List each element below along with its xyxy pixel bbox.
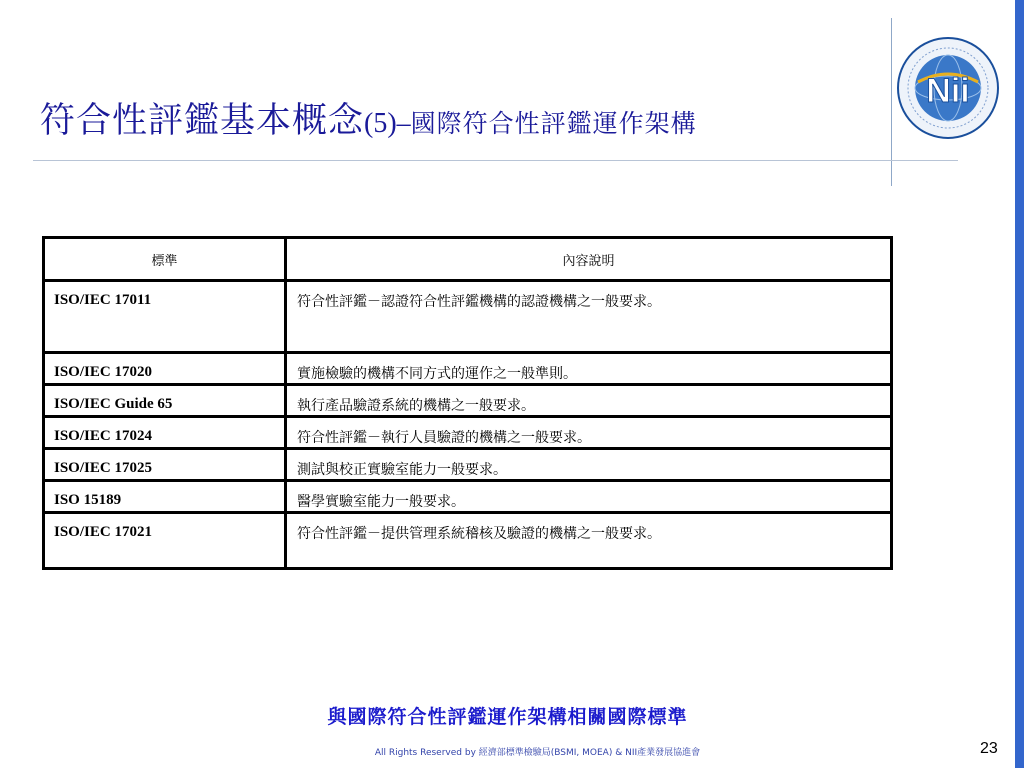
description-cell: 符合性評鑑－提供管理系統稽核及驗證的機構之一般要求。 [286, 513, 892, 569]
table-row [44, 513, 892, 569]
title-number: (5) [364, 108, 397, 139]
standard-cell: ISO/IEC 17024 [44, 417, 286, 449]
standard-cell: ISO/IEC 17020 [44, 353, 286, 385]
table-caption: 與國際符合性評鑑運作架構相關國際標準 [327, 706, 688, 728]
table-row [44, 281, 892, 353]
right-accent-bar [1015, 0, 1024, 768]
description-cell: 執行產品驗證系統的機構之一般要求。 [286, 385, 892, 417]
table-row [44, 417, 892, 449]
slide-title [40, 101, 697, 141]
nii-logo [896, 36, 1000, 140]
header-description: 內容說明 [286, 238, 892, 281]
table-row [44, 449, 892, 481]
table-row [44, 385, 892, 417]
table-row [44, 353, 892, 385]
standard-cell: ISO/IEC 17025 [44, 449, 286, 481]
table-header-row [44, 238, 892, 281]
title-dash: – [396, 108, 411, 139]
title-subtitle: 國際符合性評鑑運作架構 [410, 109, 697, 138]
standards-table [42, 236, 893, 570]
description-cell: 醫學實驗室能力一般要求。 [286, 481, 892, 513]
header-horizontal-divider [33, 160, 958, 161]
description-cell: 實施檢驗的機構不同方式的運作之一般準則。 [286, 353, 892, 385]
header-standard: 標準 [44, 238, 286, 281]
page-number: 23 [980, 740, 998, 757]
standard-cell: ISO/IEC Guide 65 [44, 385, 286, 417]
copyright-footer: All Rights Reserved by 經濟部標準檢驗局(BSMI, MOEA) & NII產業發展協進會 [374, 748, 701, 758]
logo-text: Nii [926, 72, 970, 110]
standard-cell: ISO/IEC 17021 [44, 513, 286, 569]
description-cell: 符合性評鑑－認證符合性評鑑機構的認證機構之一般要求。 [286, 281, 892, 353]
table-row [44, 481, 892, 513]
standard-cell: ISO/IEC 17011 [44, 281, 286, 353]
title-main: 符合性評鑑基本概念 [40, 101, 365, 141]
description-cell: 符合性評鑑－執行人員驗證的機構之一般要求。 [286, 417, 892, 449]
standard-cell: ISO 15189 [44, 481, 286, 513]
description-cell: 測試與校正實驗室能力一般要求。 [286, 449, 892, 481]
